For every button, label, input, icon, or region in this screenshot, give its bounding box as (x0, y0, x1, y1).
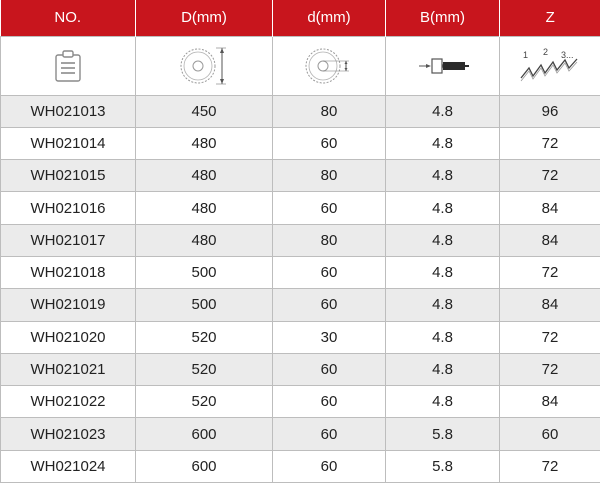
cell-bore-diameter: 60 (273, 386, 386, 418)
cell-no: WH021020 (1, 321, 136, 353)
icon-cell-teeth-count (500, 36, 600, 95)
cell-teeth-count: 72 (500, 353, 600, 385)
icon-cell-no (1, 36, 136, 95)
cell-kerf-width: 5.8 (386, 450, 500, 482)
table-row (1, 95, 600, 127)
header-teeth-count: Z (500, 0, 600, 36)
cell-no: WH021015 (1, 160, 136, 192)
icon-cell-outer-diameter (136, 36, 273, 95)
cell-teeth-count: 72 (500, 321, 600, 353)
cell-outer-diameter: 520 (136, 386, 273, 418)
cell-teeth-count: 84 (500, 386, 600, 418)
cell-kerf-width: 4.8 (386, 160, 500, 192)
cell-teeth-count: 72 (500, 256, 600, 288)
cell-kerf-width: 4.8 (386, 192, 500, 224)
cell-teeth-count: 84 (500, 289, 600, 321)
cell-bore-diameter: 60 (273, 450, 386, 482)
cell-no: WH021017 (1, 224, 136, 256)
cell-bore-diameter: 60 (273, 418, 386, 450)
table-row (1, 418, 600, 450)
header-kerf-width: B(mm) (386, 0, 500, 36)
cell-outer-diameter: 520 (136, 321, 273, 353)
cell-kerf-width: 4.8 (386, 95, 500, 127)
saw-blade-bore-diameter-icon (301, 43, 357, 89)
cell-no: WH021014 (1, 127, 136, 159)
cell-teeth-count: 72 (500, 450, 600, 482)
document-clip-icon (53, 49, 83, 83)
cell-no: WH021016 (1, 192, 136, 224)
cell-kerf-width: 4.8 (386, 127, 500, 159)
cell-teeth-count: 96 (500, 95, 600, 127)
cell-teeth-count: 84 (500, 192, 600, 224)
cell-bore-diameter: 60 (273, 353, 386, 385)
cell-bore-diameter: 60 (273, 127, 386, 159)
cell-kerf-width: 4.8 (386, 289, 500, 321)
cell-kerf-width: 4.8 (386, 386, 500, 418)
cell-bore-diameter: 60 (273, 289, 386, 321)
cell-no: WH021023 (1, 418, 136, 450)
cell-kerf-width: 5.8 (386, 418, 500, 450)
table-row (1, 127, 600, 159)
teeth-count-icon (517, 46, 583, 86)
saw-blade-outer-diameter-icon (176, 43, 232, 89)
table-row (1, 224, 600, 256)
cell-outer-diameter: 600 (136, 450, 273, 482)
header-no: NO. (1, 0, 136, 36)
cell-outer-diameter: 480 (136, 127, 273, 159)
table-row (1, 192, 600, 224)
header-outer-diameter: D(mm) (136, 0, 273, 36)
cell-no: WH021024 (1, 450, 136, 482)
cell-bore-diameter: 30 (273, 321, 386, 353)
cell-teeth-count: 84 (500, 224, 600, 256)
cell-bore-diameter: 80 (273, 160, 386, 192)
cell-outer-diameter: 500 (136, 289, 273, 321)
teeth-label-1: 1 (523, 49, 529, 60)
cell-no: WH021013 (1, 95, 136, 127)
cell-no: WH021021 (1, 353, 136, 385)
cell-outer-diameter: 500 (136, 256, 273, 288)
table-row (1, 353, 600, 385)
cell-kerf-width: 4.8 (386, 224, 500, 256)
table-row (1, 321, 600, 353)
table-row (1, 386, 600, 418)
teeth-label-2: 2 (543, 46, 549, 57)
cell-no: WH021022 (1, 386, 136, 418)
cell-kerf-width: 4.8 (386, 353, 500, 385)
cell-kerf-width: 4.8 (386, 321, 500, 353)
cell-outer-diameter: 450 (136, 95, 273, 127)
cell-outer-diameter: 480 (136, 192, 273, 224)
table-row (1, 289, 600, 321)
kerf-width-icon (415, 49, 471, 83)
table-row (1, 160, 600, 192)
cell-teeth-count: 72 (500, 160, 600, 192)
table-row (1, 256, 600, 288)
table-row (1, 450, 600, 482)
icon-cell-kerf-width (386, 36, 500, 95)
teeth-label-3: 3... (561, 49, 574, 60)
header-bore-diameter: d(mm) (273, 0, 386, 36)
cell-bore-diameter: 60 (273, 256, 386, 288)
header-row (1, 0, 600, 36)
cell-no: WH021019 (1, 289, 136, 321)
icon-cell-bore-diameter (273, 36, 386, 95)
cell-outer-diameter: 600 (136, 418, 273, 450)
icon-row (1, 36, 600, 95)
cell-outer-diameter: 480 (136, 160, 273, 192)
cell-kerf-width: 4.8 (386, 256, 500, 288)
cell-no: WH021018 (1, 256, 136, 288)
cell-bore-diameter: 80 (273, 95, 386, 127)
cell-bore-diameter: 80 (273, 224, 386, 256)
cell-bore-diameter: 60 (273, 192, 386, 224)
cell-outer-diameter: 480 (136, 224, 273, 256)
cell-teeth-count: 72 (500, 127, 600, 159)
cell-teeth-count: 60 (500, 418, 600, 450)
cell-outer-diameter: 520 (136, 353, 273, 385)
